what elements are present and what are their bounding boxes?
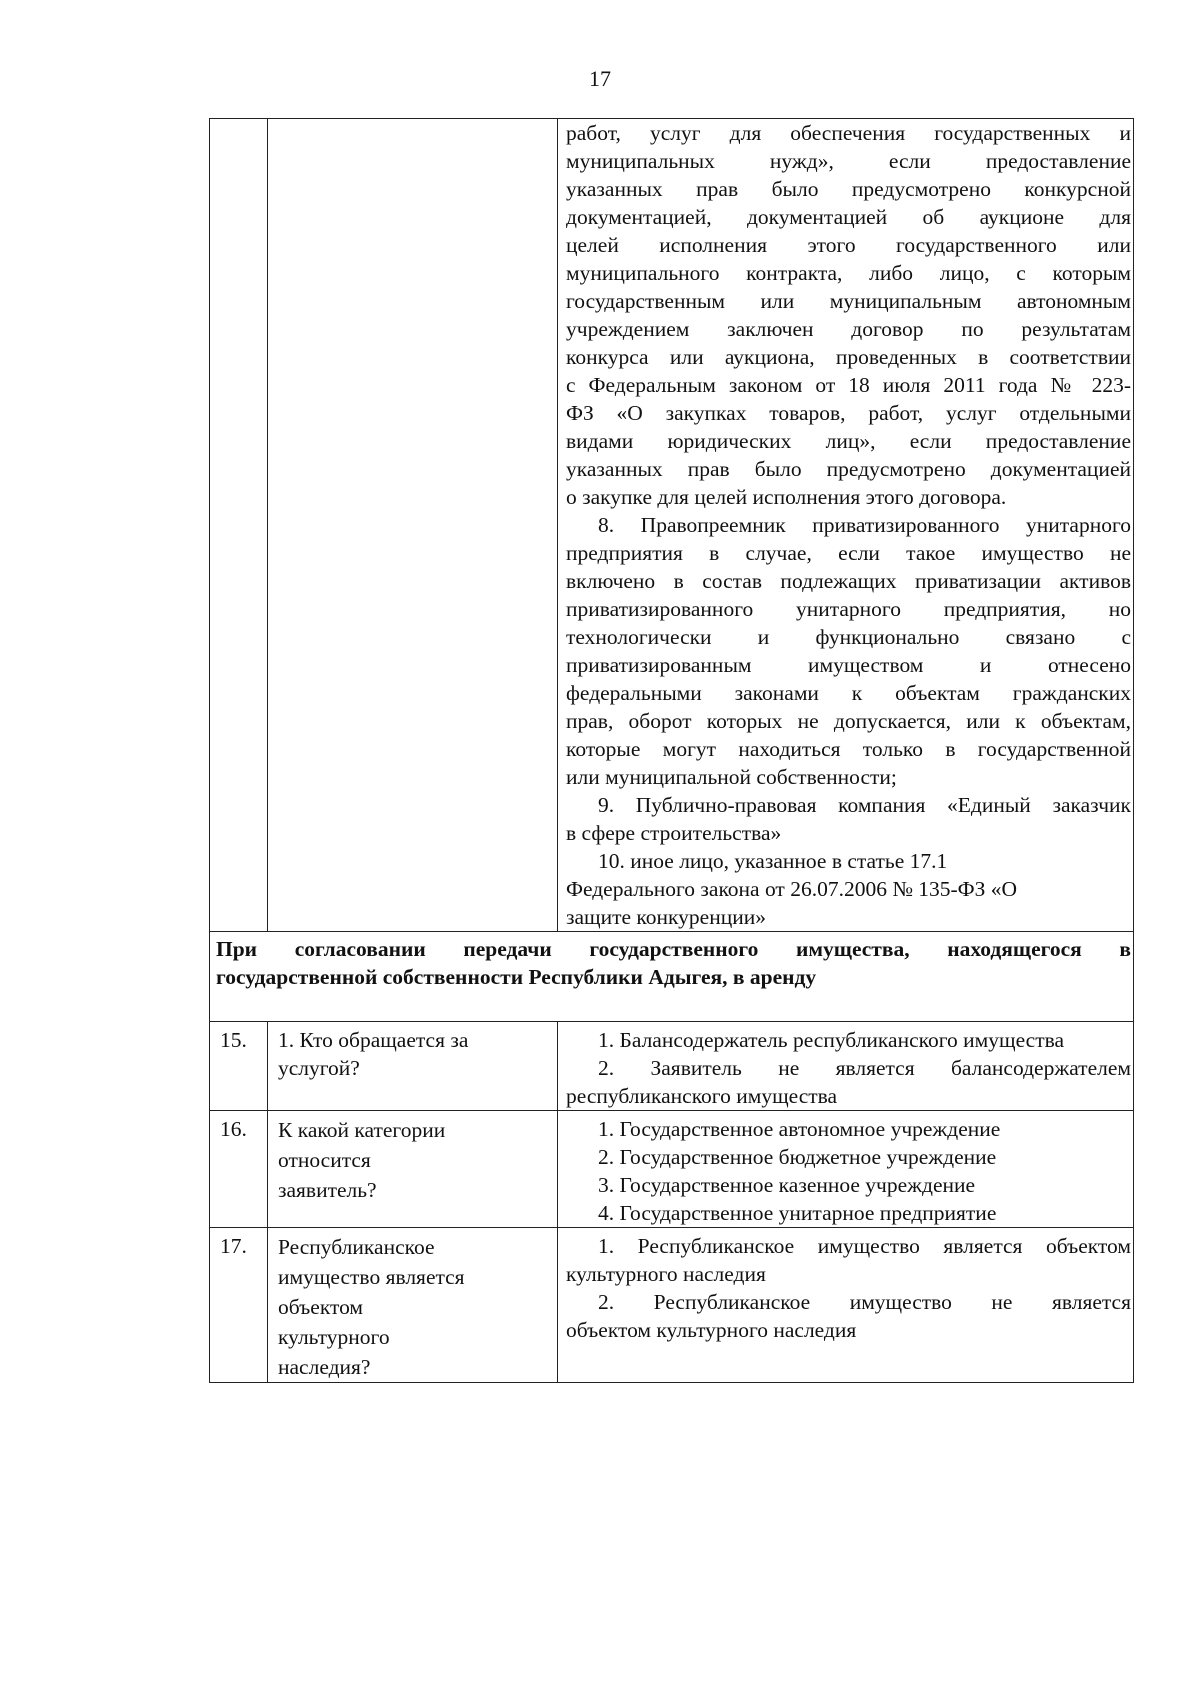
text-line: государственным или муниципальным автономным: [566, 289, 1131, 313]
text-line: целей исполнения этого государственного или: [566, 233, 1131, 257]
text-line: конкурса или аукциона, проведенных в соответствии: [566, 345, 1131, 369]
text-line: учреждением заключен договор по результатам: [566, 317, 1131, 341]
continued-answer-cell: [558, 119, 1134, 932]
text-line: 9. Публично-правовая компания «Единый заказчик: [598, 793, 1131, 817]
text-line: 4. Государственное унитарное предприятие: [598, 1201, 997, 1225]
question-line: культурного: [278, 1325, 390, 1349]
text-line: приватизированным имуществом и отнесено: [566, 653, 1131, 677]
text-line: федеральными законами к объектам гражданских: [566, 681, 1131, 705]
question-cell: [268, 1111, 558, 1228]
answer-cell: [558, 1022, 1134, 1111]
text-line: работ, услуг для обеспечения государственных и: [566, 121, 1131, 145]
number-cell: [210, 119, 268, 932]
section-heading-line: государственной собственности Республики Адыгея, в аренду: [216, 965, 817, 989]
text-line: приватизированного унитарного предприятия, но: [566, 597, 1131, 621]
text-line: 10. иное лицо, указанное в статье 17.1: [598, 849, 948, 873]
text-line: 2. Республиканское имущество не является: [598, 1290, 1131, 1314]
text-line: указанных прав было предусмотрено документацией: [566, 457, 1131, 481]
item-8-paragraph: [566, 511, 1131, 791]
table-row-17: [210, 1228, 1134, 1383]
text-line: Федерального закона от 26.07.2006 № 135-ФЗ «О: [566, 877, 1018, 901]
text-line: 1. Республиканское имущество является объектом: [598, 1234, 1131, 1258]
text-line: культурного наследия: [566, 1262, 766, 1286]
question-cell: [268, 1022, 558, 1111]
question-line: относится: [278, 1148, 371, 1172]
section-heading-row: [210, 932, 1134, 1022]
table-row-continued: [210, 119, 1134, 932]
text-line: 1. Государственное автономное учреждение: [598, 1117, 1001, 1141]
text-line: защите конкуренции»: [566, 905, 766, 929]
text-line: с Федеральным законом от 18 июля 2011 года № 223-: [566, 373, 1131, 397]
text-line: объектом культурного наследия: [566, 1318, 857, 1342]
continued-paragraph: [566, 119, 1131, 511]
text-line: или муниципальной собственности;: [566, 765, 897, 789]
question-line: объектом: [278, 1295, 364, 1319]
question-cell: [268, 119, 558, 932]
text-line: 3. Государственное казенное учреждение: [598, 1173, 976, 1197]
text-line: включено в состав подлежащих приватизации активов: [566, 569, 1131, 593]
text-line: указанных прав было предусмотрено конкурсной: [566, 177, 1131, 201]
text-line: которые могут находиться только в государственной: [566, 737, 1131, 761]
text-line: 8. Правопреемник приватизированного унитарного: [598, 513, 1131, 537]
text-line: 2. Заявитель не является балансодержателем: [598, 1056, 1131, 1080]
text-line: предприятия в случае, если такое имущество не: [566, 541, 1131, 565]
text-line: 1. Балансодержатель республиканского имущества: [598, 1028, 1064, 1052]
text-line: в сфере строительства»: [566, 821, 782, 845]
item-10-paragraph: [566, 847, 1131, 931]
question-line: услугой?: [278, 1056, 360, 1080]
services-table: [209, 118, 1134, 1383]
text-line: ФЗ «О закупках товаров, работ, услуг отдельными: [566, 401, 1131, 425]
text-line: 2. Государственное бюджетное учреждение: [598, 1145, 997, 1169]
row-number: 17.: [210, 1228, 268, 1383]
row-number: 15.: [210, 1022, 268, 1111]
text-line: документацией, документацией об аукционе для: [566, 205, 1131, 229]
text-line: видами юридических лиц», если предоставление: [566, 429, 1131, 453]
question-line: К какой категории: [278, 1118, 446, 1142]
table-row-15: [210, 1022, 1134, 1111]
section-heading-line: При согласовании передачи государственного имущества, находящегося в: [216, 937, 1131, 961]
section-heading: [210, 932, 1134, 1022]
text-line: прав, оборот которых не допускается, или к объектам,: [566, 709, 1131, 733]
question-line: имущество является: [278, 1265, 465, 1289]
question-cell: [268, 1228, 558, 1383]
answer-cell: [558, 1111, 1134, 1228]
question-line: Республиканское: [278, 1235, 435, 1259]
question-line: наследия?: [278, 1355, 371, 1379]
text-line: технологически и функционально связано с: [566, 625, 1131, 649]
page-number: 17: [589, 66, 611, 91]
text-line: о закупке для целей исполнения этого договора.: [566, 485, 1007, 509]
row-number: 16.: [210, 1111, 268, 1228]
answer-cell: [558, 1228, 1134, 1383]
text-line: республиканского имущества: [566, 1084, 838, 1108]
text-line: муниципальных нужд», если предоставление: [566, 149, 1131, 173]
question-line: 1. Кто обращается за: [278, 1028, 469, 1052]
item-9-paragraph: [566, 791, 1131, 847]
question-line: заявитель?: [278, 1178, 377, 1202]
text-line: муниципального контракта, либо лицо, с которым: [566, 261, 1131, 285]
table-row-16: [210, 1111, 1134, 1228]
